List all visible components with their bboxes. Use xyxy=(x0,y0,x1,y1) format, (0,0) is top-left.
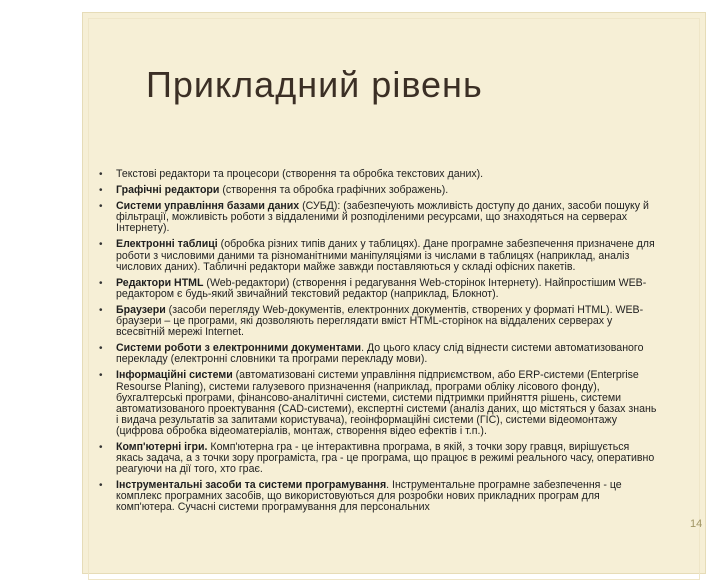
item-text: (Web-редактори) (створення і редагування Web-сторінок Інтернету). Найпростішим WEB-редактором є будь-який звичайний текстовий редактор (наприклад, Блокнот). xyxy=(116,276,647,300)
list-item xyxy=(99,480,659,513)
item-text: (створення та обробка графічних зображень). xyxy=(219,184,449,197)
item-heading: Системи управління базами даних xyxy=(116,200,300,213)
item-text: (засоби перегляду Web-документів, електронних документів, створених у форматі HTML). WEB-браузери – це програми, які дозволяють переглядати вміст HTML-сторінок на віддалених серверах у всесвітній мережі Internet. xyxy=(116,303,644,339)
bullet-list xyxy=(99,169,659,514)
list-item xyxy=(99,185,659,196)
page-number: 14 xyxy=(690,518,703,530)
bullet-icon: • xyxy=(99,185,103,197)
item-heading: Інструментальні засоби та системи програмування xyxy=(116,479,387,492)
item-text: Текстові редактори та процесори (створення та обробка текстових даних). xyxy=(116,168,484,180)
list-item xyxy=(99,305,659,338)
list-item xyxy=(99,201,659,234)
list-item xyxy=(99,169,659,180)
item-text: . Інструментальне програмне забезпечення - це комплекс програмних засобів, що використовуються для розробки нових прикладних програм для комп'ютера. Сучасні системи програмування для персональних xyxy=(116,479,622,514)
item-heading: Браузери xyxy=(116,303,166,316)
bullet-icon: • xyxy=(99,304,103,316)
list-item xyxy=(99,239,659,272)
item-heading: Графічні редактори xyxy=(116,184,220,197)
bullet-icon: • xyxy=(99,201,103,213)
bullet-icon: • xyxy=(99,480,103,492)
slide-title: Прикладний рівень xyxy=(146,64,483,105)
bullet-icon: • xyxy=(99,277,103,289)
item-heading: Електронні таблиці xyxy=(116,238,218,251)
item-heading: Системи роботи з електронними документами xyxy=(116,342,362,355)
item-text: (обробка різних типів даних у таблицях). Дане програмне забезпечення призначене для роботи з числовими даними та різноманітними маніпуляціями із числами в таблицях (наприклад, аналіз числових даних). Табличні редактори майже завжди поставляються у складі офісних пакетів. xyxy=(116,238,655,273)
item-text: Комп'ютерна гра - це інтерактивна програма, в якій, з точки зору гравця, вирішується якась задача, а з точки зору програміста, гра - це програма, що працює в режимі реального часу, оперативно реагуючи на дії того, хто грає. xyxy=(116,440,655,476)
bullet-icon: • xyxy=(99,343,103,355)
item-text: (СУБД): (забезпечують можливість доступу до даних, засоби пошуку й фільтрації, можливість роботи з віддаленими й розподіленими ресурсами, що знаходяться на серверах Інтернету). xyxy=(116,200,649,235)
bullet-icon: • xyxy=(99,370,103,382)
list-item xyxy=(99,442,659,475)
bullet-icon: • xyxy=(99,441,103,453)
bullet-icon: • xyxy=(99,239,103,251)
item-text: . До цього класу слід віднести системи автоматизованого перекладу (електронні словники та програми перекладу мови). xyxy=(116,342,644,366)
item-heading: Редактори HTML xyxy=(116,276,204,289)
item-heading: Інформаційні системи xyxy=(116,369,233,382)
item-heading: Комп'ютерні ігри. xyxy=(116,440,208,453)
list-item xyxy=(99,278,659,300)
item-text: (автоматизовані системи управління підприємством, або ERP-системи (Enterprise Resourse Planing), системи галузевого призначення (наприклад, програми обліку лісового фонду), бухгалтерські програми, фінансово-аналітичні системи, системи підтримки прийняття рішень, системи автоматизованого проектування (CAD-системи), експертні системи (аналіз даних, що містяться у базах знань і видача результатів за запитами користувача), геоінформаційні системи (ГІС), системи відеомонтажу (цифрова обробка відеоматеріалів, монтаж, створення відео ефектів і т.п.). xyxy=(116,369,657,437)
list-item xyxy=(99,370,659,437)
list-item xyxy=(99,343,659,365)
bullet-icon: • xyxy=(99,169,103,180)
content-area xyxy=(99,169,659,519)
